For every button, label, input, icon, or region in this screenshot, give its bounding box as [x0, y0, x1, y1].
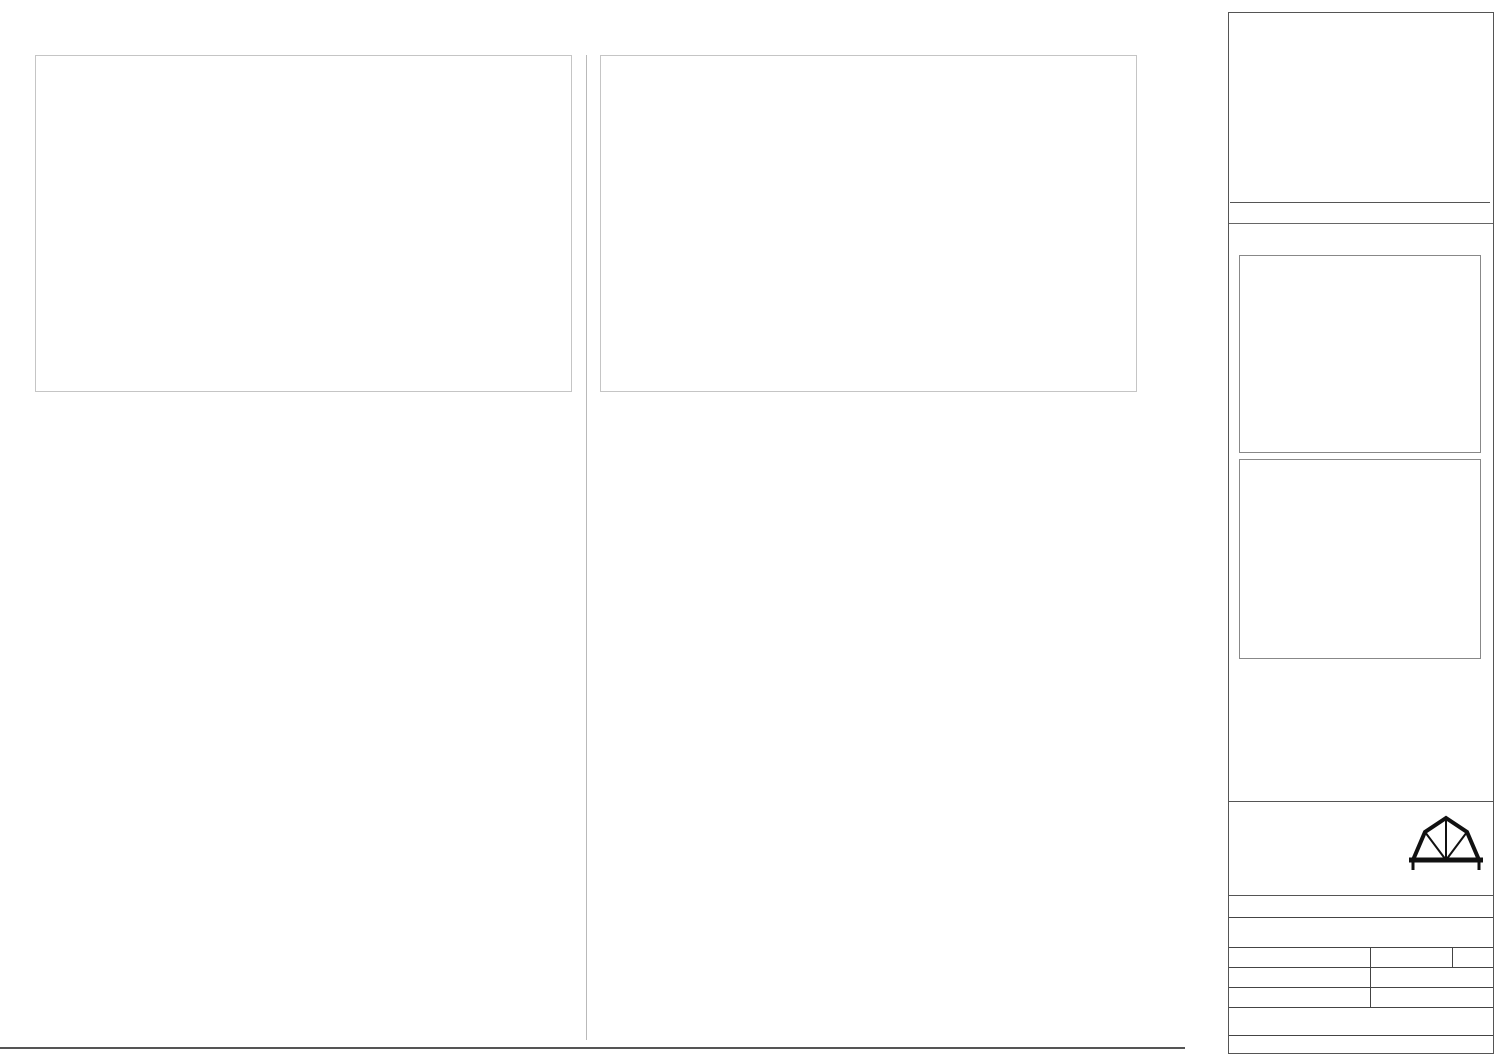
proposal-plan-map-panel [600, 55, 1137, 392]
proposal-table-wrap [605, 925, 1163, 929]
overview-map-caption [1229, 203, 1493, 224]
overview-map [1230, 14, 1490, 202]
existing-plan-map-panel [35, 55, 572, 392]
roof-truss-logo-icon [1407, 808, 1485, 881]
paper-format [1453, 948, 1493, 967]
overview-map-box [1230, 14, 1490, 203]
column-divider [586, 55, 587, 1040]
legend-building-areas [1239, 255, 1481, 453]
right-column [1228, 12, 1494, 1054]
sheet-bottom-rule [0, 1047, 1185, 1049]
site-plan-map-proposal [601, 56, 1136, 391]
legend-symbols [1239, 459, 1481, 659]
firm-block [1229, 801, 1493, 895]
title-block [1229, 895, 1493, 1053]
existing-plan-table-wrap [38, 934, 560, 938]
existing-plan-text [35, 436, 570, 444]
site-plan-map-existing [36, 56, 571, 391]
proposal-text [610, 430, 1135, 438]
